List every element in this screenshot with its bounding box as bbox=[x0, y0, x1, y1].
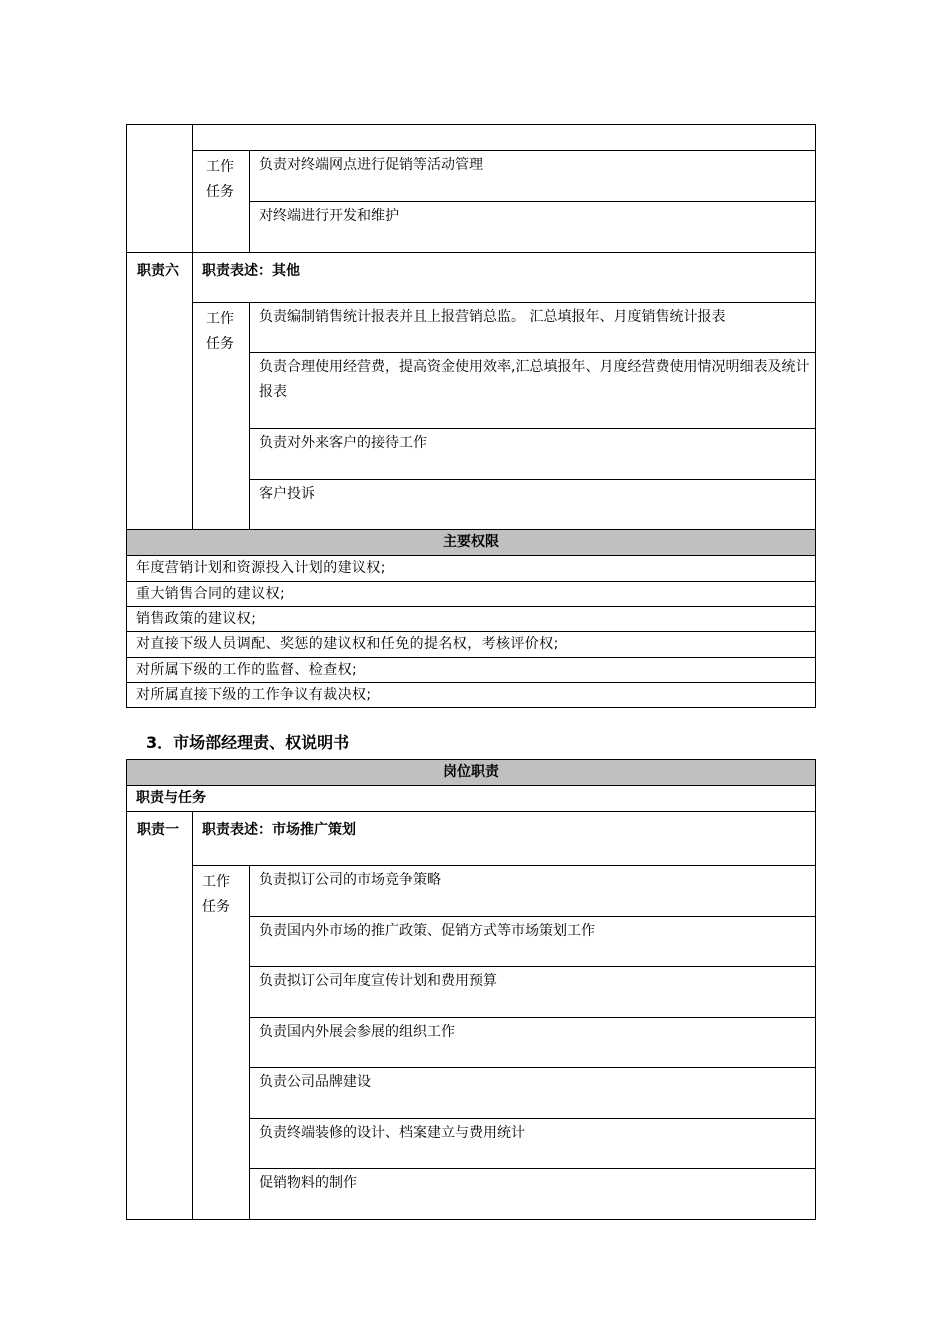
permission-item: 销售政策的建议权; bbox=[127, 607, 816, 632]
duty-one-label: 职责一 bbox=[127, 812, 193, 1220]
task-item: 负责合理使用经营费，提高资金使用效率,汇总填报年、月度经营费使用情况明细表及统计报表 bbox=[250, 353, 816, 429]
duty-six-statement: 职责表述：其他 bbox=[193, 253, 816, 303]
task-item: 负责国内外展会参展的组织工作 bbox=[250, 1018, 816, 1068]
permission-item: 对所属直接下级的工作争议有裁决权; bbox=[127, 683, 816, 708]
permission-item: 对直接下级人员调配、奖惩的建议权和任免的提名权，考核评价权; bbox=[127, 632, 816, 658]
task-item: 负责公司品牌建设 bbox=[250, 1068, 816, 1119]
permissions-header: 主要权限 bbox=[127, 530, 816, 556]
task-item: 客户投诉 bbox=[250, 480, 816, 530]
task-item: 对终端进行开发和维护 bbox=[250, 202, 816, 253]
market-manager-table bbox=[126, 759, 816, 1220]
permission-item: 年度营销计划和资源投入计划的建议权; bbox=[127, 556, 816, 582]
task-item: 负责对终端网点进行促销等活动管理 bbox=[250, 151, 816, 202]
task-label: 工作 任务 bbox=[193, 151, 250, 253]
blank-row bbox=[193, 125, 816, 151]
task-label: 工作 任务 bbox=[193, 866, 250, 1220]
task-item: 负责对外来客户的接待工作 bbox=[250, 429, 816, 480]
task-label: 工作 任务 bbox=[193, 303, 250, 530]
task-item: 负责终端装修的设计、档案建立与费用统计 bbox=[250, 1119, 816, 1169]
task-item: 负责拟订公司的市场竞争策略 bbox=[250, 866, 816, 917]
permission-item: 对所属下级的工作的监督、检查权; bbox=[127, 658, 816, 683]
permission-item: 重大销售合同的建议权; bbox=[127, 582, 816, 607]
duty-six-label: 职责六 bbox=[127, 253, 193, 530]
job-duties-header: 岗位职责 bbox=[127, 760, 816, 786]
duty-one-statement: 职责表述：市场推广策划 bbox=[193, 812, 816, 866]
duties-and-tasks-subheader: 职责与任务 bbox=[127, 786, 816, 812]
task-item: 负责拟订公司年度宣传计划和费用预算 bbox=[250, 967, 816, 1018]
blank-label-cell bbox=[127, 125, 193, 253]
section-heading: 3．市场部经理责、权说明书 bbox=[146, 733, 350, 752]
task-item: 负责编制销售统计报表并且上报营销总监。 汇总填报年、月度销售统计报表 bbox=[250, 303, 816, 353]
responsibility-table-continued bbox=[126, 124, 816, 708]
task-item: 促销物料的制作 bbox=[250, 1169, 816, 1220]
task-item: 负责国内外市场的推广政策、促销方式等市场策划工作 bbox=[250, 917, 816, 967]
